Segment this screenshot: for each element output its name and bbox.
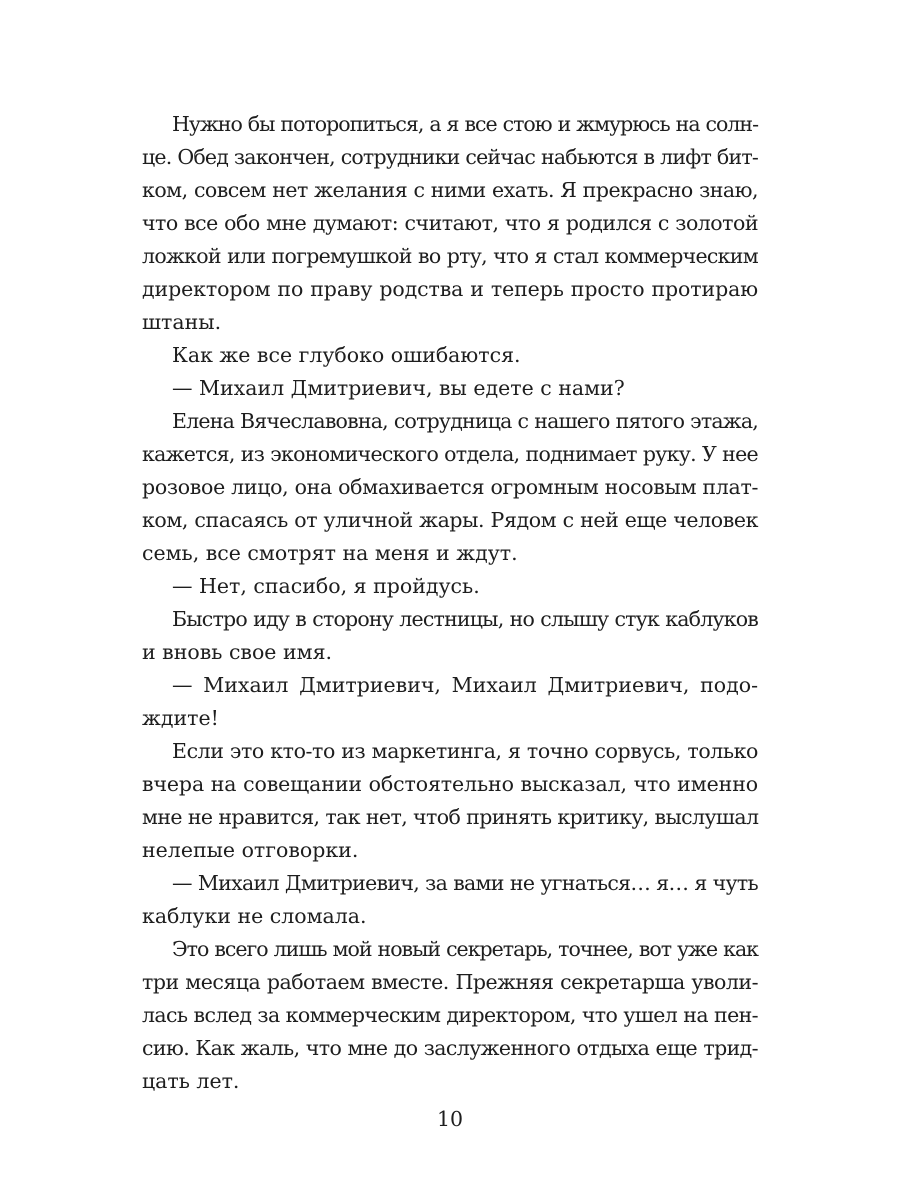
text-line: мне не нравится, так нет, чтоб принять критику, выслушал [142, 805, 759, 829]
text-line: и вновь свое имя. [142, 640, 333, 664]
text-line: каблуки не сломала. [142, 904, 367, 928]
text-line: ком, совсем нет желания с ними ехать. Я прекрасно знаю, [142, 178, 758, 202]
page-number: 10 [436, 1107, 464, 1131]
text-line: что все обо мне думают: считают, что я родился с золотой [142, 211, 758, 235]
text-line: Если это кто-то из маркетинга, я точно сорвусь, только [172, 739, 758, 763]
text-line: Елена Вячеславовна, сотрудница с нашего пятого этажа, [172, 409, 758, 433]
text-line: — Михаил Дмитриевич, за вами не угнаться… я… я чуть [172, 871, 758, 895]
text-line: — Михаил Дмитриевич, вы едете с нами? [172, 376, 625, 400]
text-line: це. Обед закончен, сотрудники сейчас набьются в лифт бит- [142, 145, 758, 169]
text-line: ждите! [142, 706, 219, 730]
text-line: директором по праву родства и теперь просто протираю [142, 277, 758, 301]
text-line: семь, все смотрят на меня и ждут. [142, 541, 518, 565]
text-line: — Михаил Дмитриевич, Михаил Дмитриевич, подо- [172, 673, 758, 697]
text-line: три месяца работаем вместе. Прежняя секретарша уволи- [142, 970, 758, 994]
text-line: Нужно бы поторопиться, а я все стою и жмурюсь на солн- [172, 112, 758, 136]
text-line: ложкой или погремушкой во рту, что я стал коммерческим [142, 244, 758, 268]
text-line: сию. Как жаль, что мне до заслуженного отдыха еще трид- [142, 1036, 758, 1060]
text-line: вчера на совещании обстоятельно высказал, что именно [142, 772, 758, 796]
text-line: лась вслед за коммерческим директором, что ушел на пен- [142, 1003, 758, 1027]
text-line: кажется, из экономического отдела, поднимает руку. У нее [142, 442, 758, 466]
text-line: штаны. [142, 310, 222, 334]
text-line: цать лет. [142, 1069, 240, 1093]
text-line: ком, спасаясь от уличной жары. Рядом с ней еще человек [142, 508, 758, 532]
text-line: Как же все глубоко ошибаются. [172, 343, 521, 367]
text-line: розовое лицо, она обмахивается огромным носовым плат- [142, 475, 759, 499]
text-line: Это всего лишь мой новый секретарь, точнее, вот уже как [172, 937, 758, 961]
text-line: нелепые отговорки. [142, 838, 359, 862]
text-line: Быстро иду в сторону лестницы, но слышу стук каблуков [172, 607, 758, 631]
text-line: — Нет, спасибо, я пройдусь. [172, 574, 480, 598]
